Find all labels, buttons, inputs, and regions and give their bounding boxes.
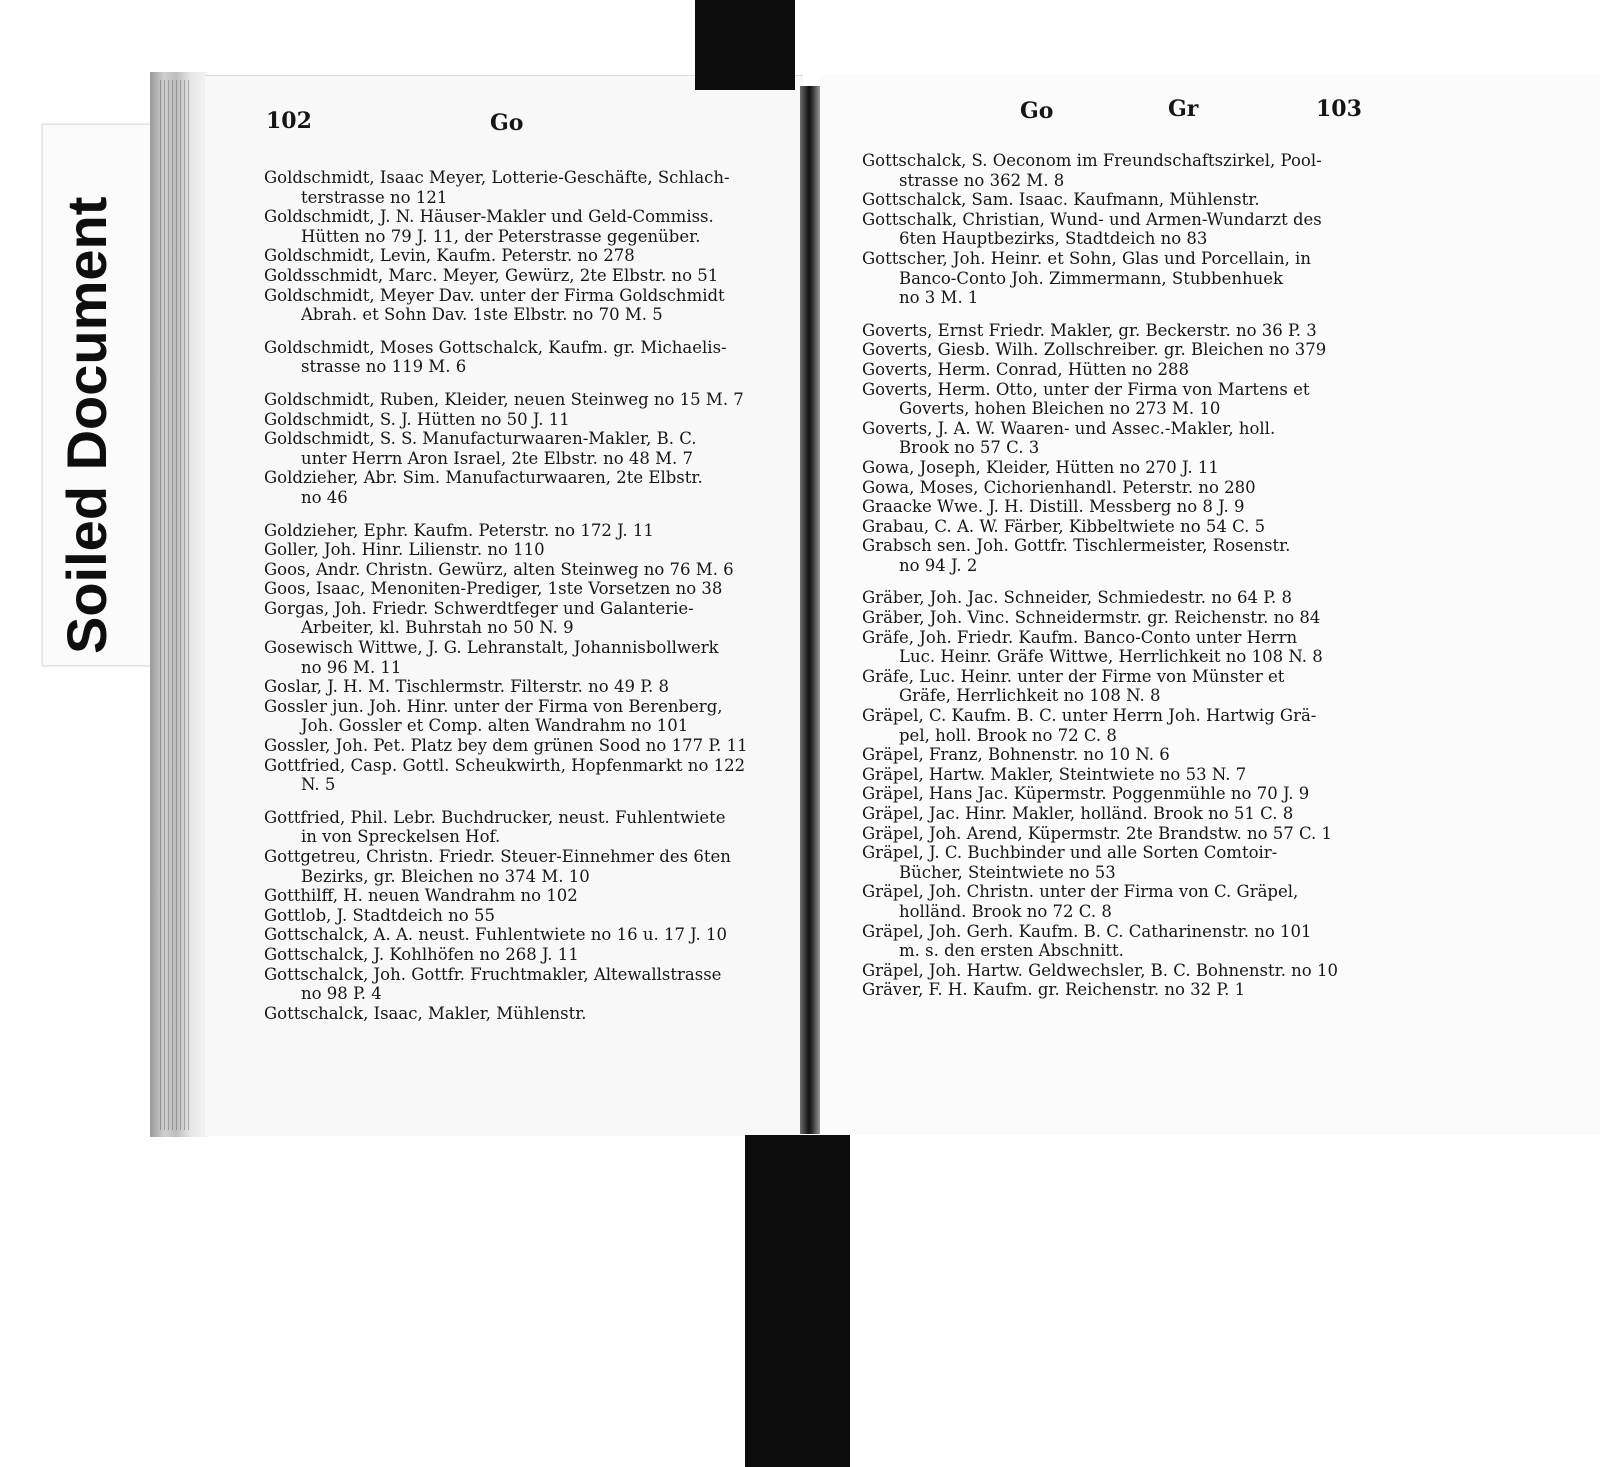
directory-entry [264,168,764,207]
directory-entry [264,579,764,599]
entry-line: Gossler, Joh. Pet. Platz bey dem grünen Sood no 177 P. 11 [264,736,748,756]
entry-line: Gottschalk, Christian, Wund- und Armen-Wundarzt des [862,209,1322,229]
entry-line: Gräpel, Franz, Bohnenstr. no 10 N. 6 [862,745,1170,765]
entry-line: Gotthilff, H. neuen Wandrahm no 102 [264,886,578,906]
entry-line: Gräpel, Joh. Arend, Küpermstr. 2te Brandstw. no 57 C. 1 [862,823,1333,843]
directory-entry [862,804,1382,824]
directory-entry [862,882,1382,921]
entry-line: Goverts, Giesb. Wilh. Zollschreiber. gr. Bleichen no 379 [862,340,1327,360]
entry-line: Goldzieher, Abr. Sim. Manufacturwaaren, 2te Elbstr. [264,468,703,488]
directory-entry [862,419,1382,458]
entry-line: Gorgas, Joh. Friedr. Schwerdtfeger und Galanterie- [264,598,694,618]
entry-continuation-line: terstrasse no 121 [301,187,448,207]
right-page-header-left: Go [1020,98,1054,124]
directory-entry [264,599,764,638]
entry-line: Gottschalck, Joh. Gottfr. Fruchtmakler, Altewallstrasse [264,964,722,984]
directory-entry [264,468,764,507]
entry-line: Gräpel, Hans Jac. Küpermstr. Poggenmühle no 70 J. 9 [862,784,1310,804]
directory-entry [862,745,1382,765]
entry-line: Gossler jun. Joh. Hinr. unter der Firma von Berenberg, [264,696,723,716]
entry-line: Goslar, J. H. M. Tischlermstr. Filterstr. no 49 P. 8 [264,677,669,697]
directory-entry [264,338,764,377]
entry-line: Gottgetreu, Christn. Friedr. Steuer-Einnehmer des 6ten [264,847,731,866]
entry-line: Goldschmidt, Moses Gottschalck, Kaufm. gr. Michaelis- [264,337,727,357]
directory-entry [264,1004,764,1024]
entry-line: Goldschmidt, Meyer Dav. unter der Firma Goldschmidt [264,285,725,305]
entry-continuation-line: N. 5 [301,775,336,795]
entry-continuation-line: unter Herrn Aron Israel, 2te Elbstr. no 48 M. 7 [301,448,694,468]
directory-entry [862,784,1382,804]
directory-entry [862,321,1382,341]
entry-line: Goverts, Herm. Otto, unter der Firma von Martens et [862,379,1310,399]
entry-line: Gottlob, J. Stadtdeich no 55 [264,905,495,925]
entry-continuation-line: pel, holl. Brook no 72 C. 8 [899,725,1117,745]
directory-entry [264,286,764,325]
directory-entry [862,249,1382,288]
entry-continuation-line: Goverts, hohen Bleichen no 273 M. 10 [899,399,1221,419]
entry-line: Gräber, Joh. Jac. Schneider, Schmiedestr. no 64 P. 8 [862,588,1293,608]
entry-line: Gowa, Joseph, Kleider, Hütten no 270 J. 11 [862,457,1219,477]
directory-entry [862,667,1382,706]
entry-continuation-line: Bücher, Steintwiete no 53 [899,862,1116,882]
top-clip [695,0,795,90]
directory-entry [862,843,1382,882]
directory-entry [862,628,1382,667]
entry-continuation-line: Abrah. et Sohn Dav. 1ste Elbstr. no 70 M. 5 [301,305,663,325]
entry-line: Gräfe, Joh. Friedr. Kaufm. Banco-Conto unter Herrn [862,627,1298,647]
directory-entry [862,980,1382,1000]
entry-line: Gottschalck, A. A. neust. Fuhlentwiete no 16 u. 17 J. 10 [264,925,727,945]
entry-continuation-line: in von Spreckelsen Hof. [301,827,501,847]
book-gutter [800,86,820,1134]
bottom-clip [745,1135,850,1467]
directory-entry [264,697,764,736]
entry-line: Gräpel, Joh. Gerh. Kaufm. B. C. Catharinenstr. no 101 [862,921,1312,941]
directory-entry [862,706,1382,745]
entry-continuation-line: no 46 [301,487,348,507]
directory-entry [862,497,1382,517]
directory-entry [264,886,764,906]
entry-line: Gosewisch Wittwe, J. G. Lehranstalt, Johannisbollwerk [264,638,719,658]
directory-entry [264,925,764,945]
directory-entry [264,677,764,697]
directory-entry [264,429,764,468]
directory-entry [264,736,764,756]
entry-line: Goldschmidt, J. N. Häuser-Makler und Geld-Commiss. [264,207,714,227]
directory-entry [862,360,1382,380]
entry-continuation-line: Banco-Conto Joh. Zimmermann, Stubbenhuek [899,268,1284,288]
page-edges [160,80,190,1130]
entry-line: Goverts, Herm. Conrad, Hütten no 288 [862,359,1190,379]
left-page-entries [264,168,764,1023]
directory-entry [264,808,764,847]
entry-line: Goverts, Ernst Friedr. Makler, gr. Beckerstr. no 36 P. 3 [862,320,1317,340]
entry-line: Gottschalck, S. Oeconom im Freundschaftszirkel, Pool- [862,151,1322,170]
directory-entry [264,410,764,430]
entry-line: Gräpel, Hartw. Makler, Steintwiete no 53 N. 7 [862,764,1247,784]
directory-entry [264,906,764,926]
entry-continuation-line: no 94 J. 2 [899,555,978,575]
entry-continuation-line: strasse no 362 M. 8 [899,170,1065,190]
directory-entry [264,207,764,246]
entry-line: Grabau, C. A. W. Färber, Kibbeltwiete no 54 C. 5 [862,516,1266,536]
directory-entry [264,638,764,677]
directory-entry [264,266,764,286]
entry-continuation-line: Joh. Gossler et Comp. alten Wandrahm no 101 [301,716,689,736]
left-page-number: 102 [266,108,312,134]
entry-line: Gottscher, Joh. Heinr. et Sohn, Glas und Porcellain, in [862,248,1311,268]
entry-line: Goos, Andr. Christn. Gewürz, alten Steinweg no 76 M. 6 [264,559,734,579]
entry-continuation-line: Hütten no 79 J. 11, der Peterstrasse gegenüber. [301,226,701,246]
entry-continuation-line: Brook no 57 C. 3 [899,438,1040,458]
right-page-header-right: Gr [1168,96,1199,122]
entry-continuation-line: m. s. den ersten Abschnitt. [899,941,1124,961]
entry-line: Gottschalck, Sam. Isaac. Kaufmann, Mühlenstr. [862,190,1260,210]
directory-entry [862,288,1382,308]
entry-continuation-line: no 98 P. 4 [301,984,382,1004]
directory-entry [862,478,1382,498]
entry-continuation-line: 6ten Hauptbezirks, Stadtdeich no 83 [899,229,1208,249]
entry-continuation-line: Arbeiter, kl. Buhrstah no 50 N. 9 [301,618,574,638]
directory-entry [264,521,764,541]
entry-line: Goldschmidt, Isaac Meyer, Lotterie-Geschäfte, Schlach- [264,168,730,187]
entry-continuation-line: Luc. Heinr. Gräfe Wittwe, Herrlichkeit no 108 N. 8 [899,647,1323,667]
entry-line: Goller, Joh. Hinr. Lilienstr. no 110 [264,540,545,560]
entry-line: Gottschalck, Isaac, Makler, Mühlenstr. [264,1003,587,1023]
directory-entry [862,765,1382,785]
entry-line: Goldsschmidt, Marc. Meyer, Gewürz, 2te Elbstr. no 51 [264,265,719,285]
directory-entry [264,540,764,560]
entry-line: Gräpel, J. C. Buchbinder und alle Sorten Comtoir- [862,843,1278,863]
entry-continuation-line: strasse no 119 M. 6 [301,357,467,377]
entry-line: Graacke Wwe. J. H. Distill. Messberg no 8 J. 9 [862,497,1245,517]
directory-entry [862,517,1382,537]
directory-entry [862,380,1382,419]
directory-entry [862,151,1382,190]
entry-line: Gottfried, Phil. Lebr. Buchdrucker, neust. Fuhlentwiete [264,807,726,827]
entry-line: Goldzieher, Ephr. Kaufm. Peterstr. no 172 J. 11 [264,520,654,540]
directory-entry [264,560,764,580]
entry-line: Gräpel, C. Kaufm. B. C. unter Herrn Joh. Hartwig Grä- [862,706,1317,726]
entry-line: Goldschmidt, S. J. Hütten no 50 J. 11 [264,409,570,429]
entry-continuation-line: no 96 M. 11 [301,657,402,677]
directory-entry [264,756,764,795]
soiled-document-label: Soiled Document [55,196,118,654]
directory-entry [264,847,764,886]
entry-line: Goos, Isaac, Menoniten-Prediger, 1ste Vorsetzen no 38 [264,579,723,599]
right-page-entries [862,151,1382,1000]
directory-entry [264,390,764,410]
entry-line: Goverts, J. A. W. Waaren- und Assec.-Makler, holl. [862,418,1276,438]
entry-line: Gräber, Joh. Vinc. Schneidermstr. gr. Reichenstr. no 84 [862,608,1321,628]
right-page-number: 103 [1316,96,1362,122]
entry-continuation-line: Gräfe, Herrlichkeit no 108 N. 8 [899,686,1161,706]
entry-line: Goldschmidt, S. S. Manufacturwaaren-Makler, B. C. [264,429,697,449]
left-page-header: Go [490,110,524,136]
entry-line: Gowa, Moses, Cichorienhandl. Peterstr. no 280 [862,477,1256,497]
entry-line: Gräpel, Joh. Hartw. Geldwechsler, B. C. Bohnenstr. no 10 [862,960,1338,980]
directory-entry [862,340,1382,360]
directory-entry [862,824,1382,844]
entry-line: Gottfried, Casp. Gottl. Scheukwirth, Hopfenmarkt no 122 [264,755,746,775]
directory-entry [862,588,1382,608]
entry-continuation-line: holländ. Brook no 72 C. 8 [899,901,1112,921]
directory-entry [862,210,1382,249]
directory-entry [862,961,1382,981]
entry-line: Grabsch sen. Joh. Gottfr. Tischlermeister, Rosenstr. [862,536,1291,556]
entry-line: Gräver, F. H. Kaufm. gr. Reichenstr. no 32 P. 1 [862,980,1246,1000]
directory-entry [862,190,1382,210]
entry-line: Gräfe, Luc. Heinr. unter der Firme von Münster et [862,666,1285,686]
directory-entry [862,922,1382,961]
entry-line: Gräpel, Jac. Hinr. Makler, holländ. Brook no 51 C. 8 [862,804,1294,823]
directory-entry [264,965,764,1004]
directory-entry [862,458,1382,478]
entry-line: Gottschalck, J. Kohlhöfen no 268 J. 11 [264,944,579,964]
entry-line: Goldschmidt, Ruben, Kleider, neuen Steinweg no 15 M. 7 [264,389,744,409]
entry-continuation-line: no 3 M. 1 [899,288,979,308]
directory-entry [264,246,764,266]
directory-entry [264,945,764,965]
directory-entry [862,608,1382,628]
entry-continuation-line: Bezirks, gr. Bleichen no 374 M. 10 [301,866,590,886]
entry-line: Gräpel, Joh. Christn. unter der Firma von C. Gräpel, [862,882,1299,902]
entry-line: Goldschmidt, Levin, Kaufm. Peterstr. no 278 [264,246,635,266]
directory-entry [862,536,1382,575]
